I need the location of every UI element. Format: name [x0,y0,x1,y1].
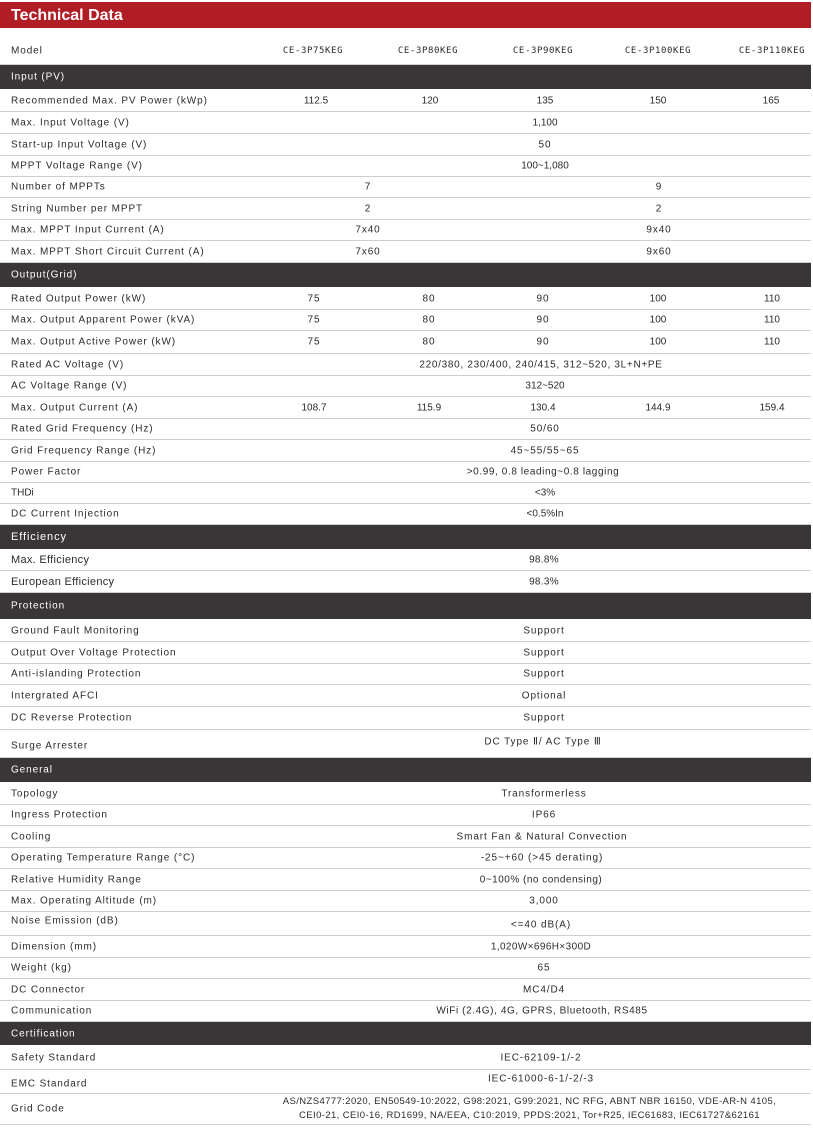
spec-label: THDi [11,487,34,499]
spec-value: 7x40 [355,224,381,236]
spec-row [0,1070,811,1094]
spec-value: 90 [536,293,550,304]
spec-row [0,198,811,220]
spec-row [0,156,811,177]
spec-label: Grid Frequency Range (Hz) [11,445,157,456]
spec-row [0,397,811,419]
spec-row [0,642,811,664]
spec-row [0,912,811,936]
section-output [0,263,811,288]
grid-code-line: AS/NZS4777:2020, EN50549-10:2022, G98:2021, G99:2021, NC RFG, ABNT NBR 16150, VDE-AR-N 4105, [282,1096,777,1107]
spec-value: 100 [649,336,667,348]
spec-row [0,112,811,134]
spec-value: Optional [521,690,567,701]
spec-label: Anti-islanding Protection [11,668,142,680]
spec-value: 80 [422,314,436,326]
spec-value: IEC-62109-1/-2 [500,1052,582,1063]
spec-row [0,664,811,685]
spec-value: 120 [421,95,439,106]
spec-row [0,936,811,958]
spec-value: 150 [649,95,667,106]
model-label: Model [11,45,43,56]
spec-label: Cooling [11,831,52,842]
spec-value: 98.3% [529,576,559,587]
spec-label: Ingress Protection [11,809,108,821]
spec-label: Dimension (mm) [11,941,97,952]
spec-value: 75 [307,336,321,348]
spec-value: Transformerless [501,788,587,799]
spec-row [0,90,811,112]
spec-value: 100 [649,293,667,304]
model-name: CE-3P75KEG [282,45,344,56]
spec-label: Max. MPPT Input Current (A) [11,224,165,236]
spec-value: 50 [538,139,552,150]
spec-value: IP66 [531,809,557,821]
spec-row [0,826,811,848]
spec-value: >0.99, 0.8 leading~0.8 lagging [466,466,620,478]
spec-row [0,331,811,354]
spec-label: Power Factor [11,466,82,478]
spec-row [0,783,811,805]
spec-value: 50/60 [530,423,560,435]
spec-value: 144.9 [645,402,671,413]
spec-value: 98.8% [529,554,559,566]
spec-label: Ground Fault Monitoring [11,625,140,636]
spec-label: Rated Grid Frequency (Hz) [11,423,154,435]
spec-row [0,730,811,758]
model-name: CE-3P100KEG [624,45,692,56]
spec-row [0,354,811,376]
spec-value: 312~520 [525,380,565,392]
spec-row [0,1046,811,1070]
spec-value: 9x40 [646,224,672,236]
spec-label: Number of MPPTs [11,181,106,193]
spec-label: Start-up Input Voltage (V) [11,139,148,150]
spec-value: 1,100 [532,117,558,128]
spec-row [0,134,811,156]
spec-value: 2 [655,203,663,214]
spec-value: Support [523,625,565,636]
section-title: Protection [11,600,66,612]
section-input [0,65,811,90]
spec-value: DC Type Ⅱ/ AC Type Ⅲ [484,736,602,748]
spec-row [0,177,811,198]
spec-label: AC Voltage Range (V) [11,380,128,392]
spec-label: Max. Input Voltage (V) [11,117,130,128]
spec-label: DC Connector [11,984,86,995]
spec-value: <0.5%In [526,508,564,520]
grid-code-value [254,1095,805,1123]
spec-label: Max. Output Apparent Power (kVA) [11,314,196,326]
spec-value: 165 [762,95,780,106]
spec-value: 45~55/55~65 [510,445,580,456]
spec-row [0,419,811,440]
spec-value: 220/380, 230/400, 240/415, 312~520, 3L+N+PE [419,359,663,370]
spec-row [0,1094,811,1125]
spec-value: 110 [764,336,780,348]
spec-value: -25~+60 (>45 derating) [480,852,604,864]
spec-row [0,504,811,525]
spec-value: 65 [537,962,551,974]
spec-row [0,571,811,593]
spec-value: 7 [364,181,372,193]
spec-label: Intergrated AFCI [11,690,99,701]
spec-value: 115.9 [416,402,442,413]
spec-label: Max. Output Current (A) [11,402,139,413]
spec-label: Output Over Voltage Protection [11,647,177,658]
spec-value: 2 [364,203,372,214]
spec-label: Safety Standard [11,1052,97,1063]
spec-label: Recommended Max. PV Power (kWp) [11,95,208,106]
spec-label: DC Current Injection [11,508,120,520]
spec-value: 3,000 [529,895,559,907]
spec-label: European Efficiency [11,575,115,588]
spec-row [0,848,811,869]
model-name: CE-3P80KEG [397,45,459,56]
spec-label: Surge Arrester [11,740,89,752]
spec-value: 1,020W×696H×300D [490,941,592,952]
section-title: Efficiency [11,531,67,543]
spec-label: Rated Output Power (kW) [11,293,147,304]
spec-label: Operating Temperature Range (°C) [11,852,196,864]
spec-row [0,220,811,241]
spec-label: Noise Emission (dB) [11,915,119,927]
spec-value: 75 [307,293,321,304]
section-efficiency [0,525,811,550]
section-protection [0,593,811,620]
spec-value: 100 [649,314,667,326]
spec-value: 110 [764,314,780,326]
spec-label: DC Reverse Protection [11,712,133,724]
spec-label: Rated AC Voltage (V) [11,359,125,370]
spec-row [0,620,811,642]
section-title: Output(Grid) [11,269,78,281]
spec-value: WiFi (2.4G), 4G, GPRS, Bluetooth, RS485 [436,1005,648,1017]
spec-value: Support [523,647,565,658]
spec-row [0,891,811,912]
spec-value: 90 [536,314,550,326]
spec-row [0,1001,811,1022]
spec-row [0,440,811,462]
spec-row [0,550,811,571]
spec-value: 108.7 [301,402,327,413]
spec-row [0,241,811,263]
section-title: Input (PV) [11,71,66,83]
spec-value: 135 [536,95,554,106]
spec-value: IEC-61000-6-1/-2/-3 [487,1073,595,1085]
spec-row [0,288,811,310]
spec-row [0,462,811,483]
spec-value: 9 [655,181,663,193]
spec-value: 112.5 [303,95,329,106]
spec-label: Communication [11,1005,93,1017]
spec-row [0,685,811,707]
spec-row [0,805,811,826]
spec-row [0,979,811,1001]
spec-value: 110 [764,293,780,304]
spec-value: 80 [422,293,436,304]
grid-code-line: CEI0-21, CEI0-16, RD1699, NA/EEA, C10:2019, PPDS:2021, Tor+R25, IEC61683, IEC61727&62161 [299,1110,760,1121]
spec-value: 7x60 [355,246,381,257]
spec-label: Max. Efficiency [11,554,90,566]
spec-label: Max. MPPT Short Circuit Current (A) [11,246,205,257]
spec-label: EMC Standard [11,1078,88,1090]
spec-value: 80 [422,336,436,348]
spec-value: Smart Fan & Natural Convection [456,831,628,842]
spec-value: 130.4 [530,402,556,413]
spec-value: 9x60 [646,246,672,257]
spec-row [0,376,811,397]
spec-value: Support [523,712,565,724]
spec-row [0,869,811,891]
spec-value: MC4/D4 [522,984,566,995]
spec-value: 90 [536,336,550,348]
spec-value: <=40 dB(A) [510,919,572,931]
spec-value: <3% [534,487,556,499]
spec-label: Max. Operating Altitude (m) [11,895,158,907]
spec-label: Max. Output Active Power (kW) [11,336,177,348]
spec-value: 0~100% (no condensing) [479,874,603,885]
spec-row [0,310,811,331]
model-name: CE-3P110KEG [738,45,806,56]
spec-label: Grid Code [11,1103,65,1115]
spec-label: MPPT Voltage Range (V) [11,160,143,172]
spec-label: Topology [11,788,59,799]
model-header-row [0,37,811,65]
spec-value: 75 [307,314,321,326]
section-certification [0,1022,811,1046]
section-general [0,758,811,783]
spec-row [0,707,811,730]
spec-value: 100~1,080 [521,160,569,172]
spec-value: 159.4 [759,402,785,413]
spec-row [0,958,811,979]
spec-label: String Number per MPPT [11,203,144,214]
page-title: Technical Data [0,2,811,29]
spec-value: Support [523,668,565,680]
spec-label: Relative Humidity Range [11,874,142,885]
model-name: CE-3P90KEG [512,45,574,56]
section-title: Certification [11,1028,76,1039]
section-title: General [11,764,53,776]
spec-row [0,483,811,504]
spec-label: Weight (kg) [11,962,72,974]
